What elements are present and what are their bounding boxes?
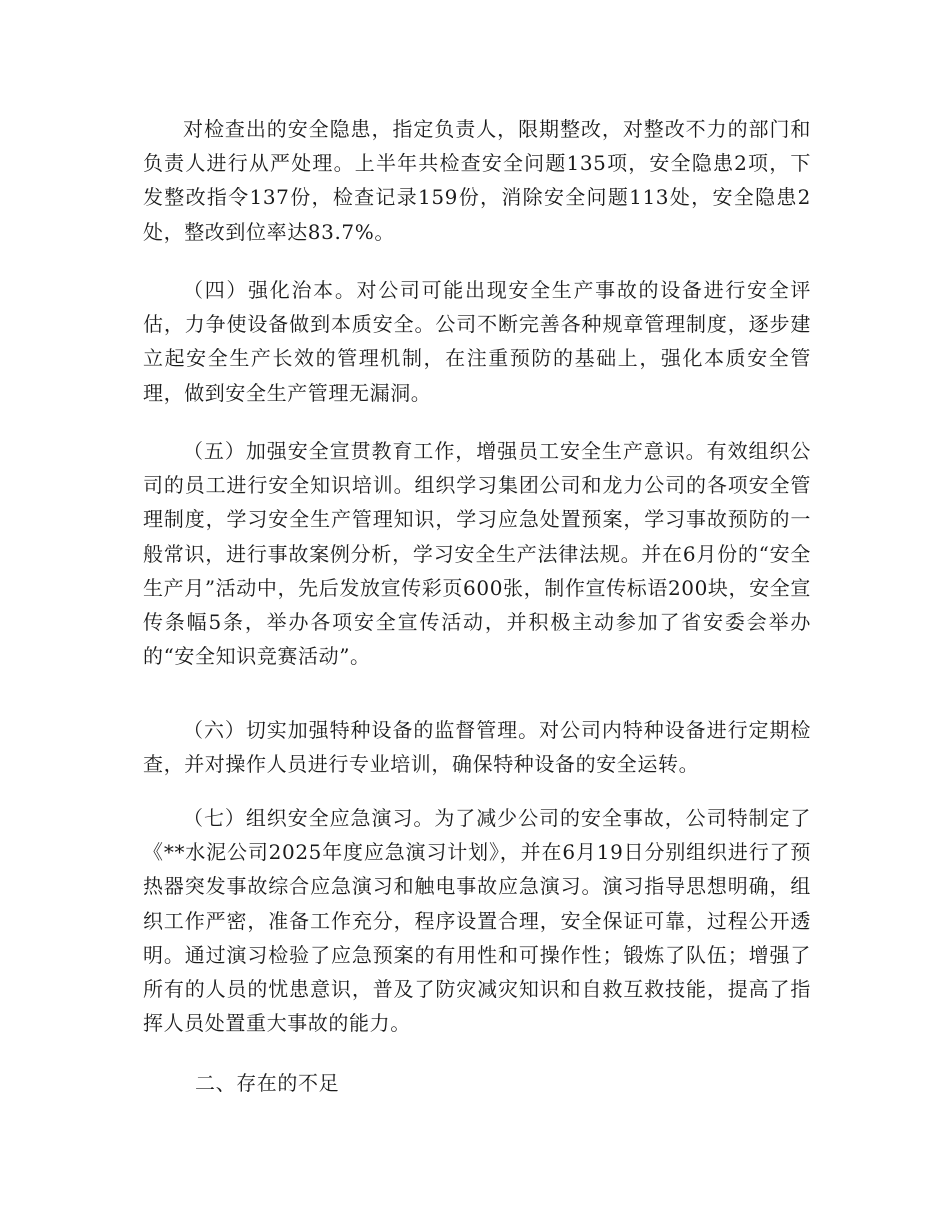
section-heading-shortcomings: 二、存在的不足	[195, 1071, 340, 1095]
paragraph-inspection-results: 对检查出的安全隐患，指定负责人，限期整改，对整改不力的部门和负责人进行从严处理。上半年共检查安全问题135项，安全隐患2项，下发整改指令137份，检查记录159份，消除安全问题113处，安全隐患2处，整改到位率达83.7%。	[143, 117, 811, 244]
paragraph-special-equipment: （六）切实加强特种设备的监督管理。对公司内特种设备进行定期检查，并对操作人员进行专业培训，确保特种设备的安全运转。	[143, 718, 811, 777]
paragraph-emergency-drill: （七）组织安全应急演习。为了减少公司的安全事故，公司特制定了《**水泥公司2025年度应急演习计划》，并在6月19日分别组织进行了预热器突发事故综合应急演习和触电事故应急演习。演习指导思想明确，组织工作严密，准备工作充分，程序设置合理，安全保证可靠，过程公开透明。通过演习检验了应急预案的有用性和可操作性；锻炼了队伍；增强了所有的人员的忧患意识，普及了防灾减灾知识和自救互救技能，提高了指挥人员处置重大事故的能力。	[143, 806, 811, 1036]
paragraph-strengthen-root-cause: （四）强化治本。对公司可能出现安全生产事故的设备进行安全评估，力争使设备做到本质安全。公司不断完善各种规章管理制度，逐步建立起安全生产长效的管理机制，在注重预防的基础上，强化本质安全管理，做到安全生产管理无漏洞。	[143, 278, 811, 405]
paragraph-safety-education: （五）加强安全宣贯教育工作，增强员工安全生产意识。有效组织公司的员工进行安全知识培训。组织学习集团公司和龙力公司的各项安全管理制度，学习安全生产管理知识，学习应急处置预案，学习事故预防的一般常识，进行事故案例分析，学习安全生产法律法规。并在6月份的“安全生产月”活动中，先后发放宣传彩页600张，制作宣传标语200块，安全宣传条幅5条，举办各项安全宣传活动，并积极主动参加了省安委会举办的“安全知识竞赛活动”。	[143, 439, 811, 669]
